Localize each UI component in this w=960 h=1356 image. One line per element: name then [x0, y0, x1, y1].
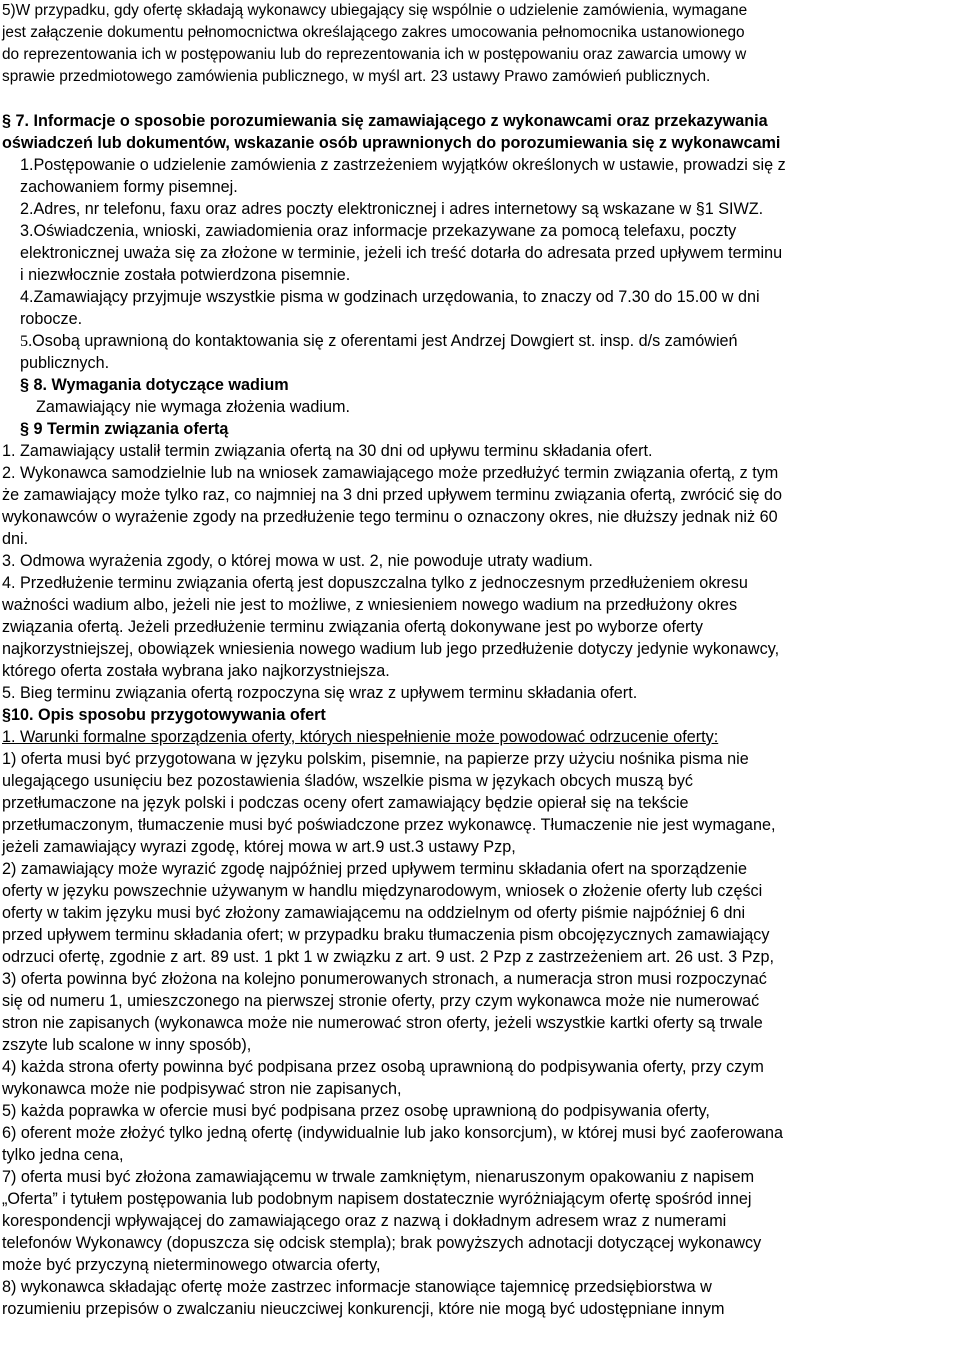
item-number: 5. — [20, 332, 33, 350]
text-line: się od numeru 1, umieszczonego na pierwszej stronie oferty, przy czym wykonawca może nie numerować — [2, 992, 760, 1010]
section-heading: oświadczeń lub dokumentów, wskazanie osób uprawnionych do porozumiewania się z wykonawcami — [2, 134, 781, 152]
text-line: 3. Odmowa wyrażenia zgody, o której mowa w ust. 2, nie powoduje utraty wadium. — [2, 552, 593, 570]
text-line: korespondencji wpływającej do zamawiającego oraz z nazwą i dokładnym adresem wraz z numerami — [2, 1212, 727, 1230]
text-line: przetłumaczonym, tłumaczenie musi być poświadczone przez wykonawcę. Tłumaczenie nie jest wymagane, — [2, 816, 776, 834]
text-line: 1) oferta musi być przygotowana w języku polskim, pisemnie, na papierze przy użyciu nośnika pisma nie — [2, 750, 749, 768]
text-line: 7) oferta musi być złożona zamawiającemu w trwale zamkniętym, nienaruszonym opakowaniu z napisem — [2, 1168, 755, 1186]
section-heading: § 9 Termin związania ofertą — [20, 420, 229, 438]
text-line: „Oferta” i tytułem postępowania lub podobnym napisem dostatecznie wyróżniającym ofertę spośród innej — [2, 1190, 752, 1208]
text-line: którego oferta została wybrana jako najkorzystniejsza. — [2, 662, 390, 680]
text-line: związania ofertą. Jeżeli przedłużenie terminu związania ofertą dokonywane jest po wyborze oferty — [2, 618, 703, 636]
text-line: oferty w takim języku musi być złożony zamawiającemu na oddzielnym od oferty piśmie najpóźniej 6 dni — [2, 904, 746, 922]
text-line: wykonawców o wyrażenie zgody na przedłużenie tego terminu o oznaczony okres, nie dłuższy jednak niż 60 — [2, 508, 778, 526]
text-line: 2. Wykonawca samodzielnie lub na wniosek zamawiającego może przedłużyć termin związania ofertą, z tym — [2, 464, 779, 482]
text-line-content: Osobą uprawnioną do kontaktowania się z oferentami jest Andrzej Dowgiert st. insp. d/s zamówień — [32, 332, 738, 350]
text-line: ulegającego usunięciu bez pozostawienia śladów, wszelkie pisma w językach obcych muszą być — [2, 772, 694, 790]
text-line: 1.Postępowanie o udzielenie zamówienia z zastrzeżeniem wyjątków określonych w ustawie, prowadzi się z — [20, 156, 786, 174]
text-line: stron nie zapisanych (wykonawca może nie numerować stron oferty, jeżeli wszystkie kartki oferty są trwale — [2, 1014, 763, 1032]
text-line: tylko jedna cena, — [2, 1146, 124, 1164]
text-line: do reprezentowania ich w postępowaniu lub do reprezentowania ich w postępowaniu oraz zawarcia umowy w — [2, 46, 747, 63]
text-line: Zamawiający nie wymaga złożenia wadium. — [36, 398, 350, 416]
text-line: przetłumaczone na język polski i podczas oceny ofert zamawiający będzie opierał się na tekście — [2, 794, 689, 812]
text-line: i niezwłocznie została potwierdzona pisemnie. — [20, 266, 351, 284]
text-line: 2.Adres, nr telefonu, faxu oraz adres poczty elektronicznej i adres internetowy są wskazane w §1 SIWZ. — [20, 200, 764, 218]
text-line: 5) każda poprawka w ofercie musi być podpisana przez osobę uprawnioną do podpisywania oferty, — [2, 1102, 710, 1120]
text-line: 1. Zamawiający ustalił termin związania ofertą na 30 dni od upływu terminu składania ofert. — [2, 442, 653, 460]
text-line: 5. Bieg terminu związania ofertą rozpoczyna się wraz z upływem terminu składania ofert. — [2, 684, 638, 702]
text-line: rozumieniu przepisów o zwalczaniu nieuczciwej konkurencji, które nie mogą być udostępniane innym — [2, 1300, 725, 1318]
text-line: odrzuci ofertę, zgodnie z art. 89 ust. 1 pkt 1 w związku z art. 9 ust. 2 Pzp z zastrzeżeniem art. 26 ust. 3 Pzp, — [2, 948, 774, 966]
text-line: zachowaniem formy pisemnej. — [20, 178, 238, 196]
text-line: zszyte lub scalone w inny sposób), — [2, 1036, 252, 1054]
text-line: jeżeli zamawiający wyrazi zgodę, której mowa w art.9 ust.3 ustawy Pzp, — [2, 838, 516, 856]
text-line: 3.Oświadczenia, wnioski, zawiadomienia oraz informacje przekazywane za pomocą telefaxu, poczty — [20, 222, 737, 240]
text-line: oferty w języku powszechnie używanym w handlu międzynarodowym, wniosek o złożenie oferty lub części — [2, 882, 763, 900]
text-line: 4.Zamawiający przyjmuje wszystkie pisma w godzinach urzędowania, to znaczy od 7.30 do 15.00 w dni — [20, 288, 760, 306]
text-line: 4) każda strona oferty powinna być podpisana przez osobą uprawnioną do podpisywania oferty, przy czym — [2, 1058, 764, 1076]
text-line: publicznych. — [20, 354, 110, 372]
text-line: sprawie przedmiotowego zamówienia publicznego, w myśl art. 23 ustawy Prawo zamówień publicznych. — [2, 68, 711, 85]
text-line: wykonawca może nie podpisywać stron nie zapisanych, — [2, 1080, 402, 1098]
text-line: ważności wadium albo, jeżeli nie jest to możliwe, z wniesieniem nowego wadium na przedłużony okres — [2, 596, 738, 614]
text-line: 8) wykonawca składając ofertę może zastrzec informacje stanowiące tajemnicę przedsiębiorstwa w — [2, 1278, 712, 1296]
text-line: że zamawiający może tylko raz, co najmniej na 3 dni przed upływem terminu związania ofertą, zwrócić się do — [2, 486, 783, 504]
text-line: jest załączenie dokumentu pełnomocnictwa określającego zakres umocowania pełnomocnika ustanowionego — [2, 24, 745, 41]
section-heading: §10. Opis sposobu przygotowywania ofert — [2, 706, 326, 724]
text-line: elektronicznej uważa się za złożone w terminie, jeżeli ich treść dotarła do adresata przed upływem terminu — [20, 244, 783, 262]
text-line: 6) oferent może złożyć tylko jedną ofertę (indywidualnie lub jako konsorcjum), w której musi być zaoferowana — [2, 1124, 783, 1142]
text-line: 2) zamawiający może wyrazić zgodę najpóźniej przed upływem terminu składania ofert na sporządzenie — [2, 860, 747, 878]
text-line: może być przyczyną nieterminowego otwarcia oferty, — [2, 1256, 381, 1274]
section-heading: § 7. Informacje o sposobie porozumiewania się zamawiającego z wykonawcami oraz przekazywania — [2, 112, 768, 130]
text-line: telefonów Wykonawcy (dopuszcza się odcisk stempla); brak powyższych adnotacji dotyczącej wykonawcy — [2, 1234, 762, 1252]
text-line — [20, 330, 738, 352]
text-line: najkorzystniejszej, obowiązek wniesienia nowego wadium lub jego przedłużenie dotyczy jedynie wykonawcy, — [2, 640, 780, 658]
text-line: przed upływem terminu składania ofert; w przypadku braku tłumaczenia pism obcojęzycznych zamawiający — [2, 926, 770, 944]
text-line: 4. Przedłużenie terminu związania ofertą jest dopuszczalna tylko z jednoczesnym przedłużeniem okresu — [2, 574, 748, 592]
section-subheading: 1. Warunki formalne sporządzenia oferty, których niespełnienie może powodować odrzucenie oferty: — [2, 728, 719, 746]
text-line: robocze. — [20, 310, 83, 328]
text-line: dni. — [2, 530, 29, 548]
section-heading: § 8. Wymagania dotyczące wadium — [20, 376, 289, 394]
text-line: 5)W przypadku, gdy ofertę składają wykonawcy ubiegający się wspólnie o udzielenie zamówienia, wymagane — [2, 2, 748, 19]
text-line: 3) oferta powinna być złożona na kolejno ponumerowanych stronach, a numeracja stron musi rozpoczynać — [2, 970, 767, 988]
